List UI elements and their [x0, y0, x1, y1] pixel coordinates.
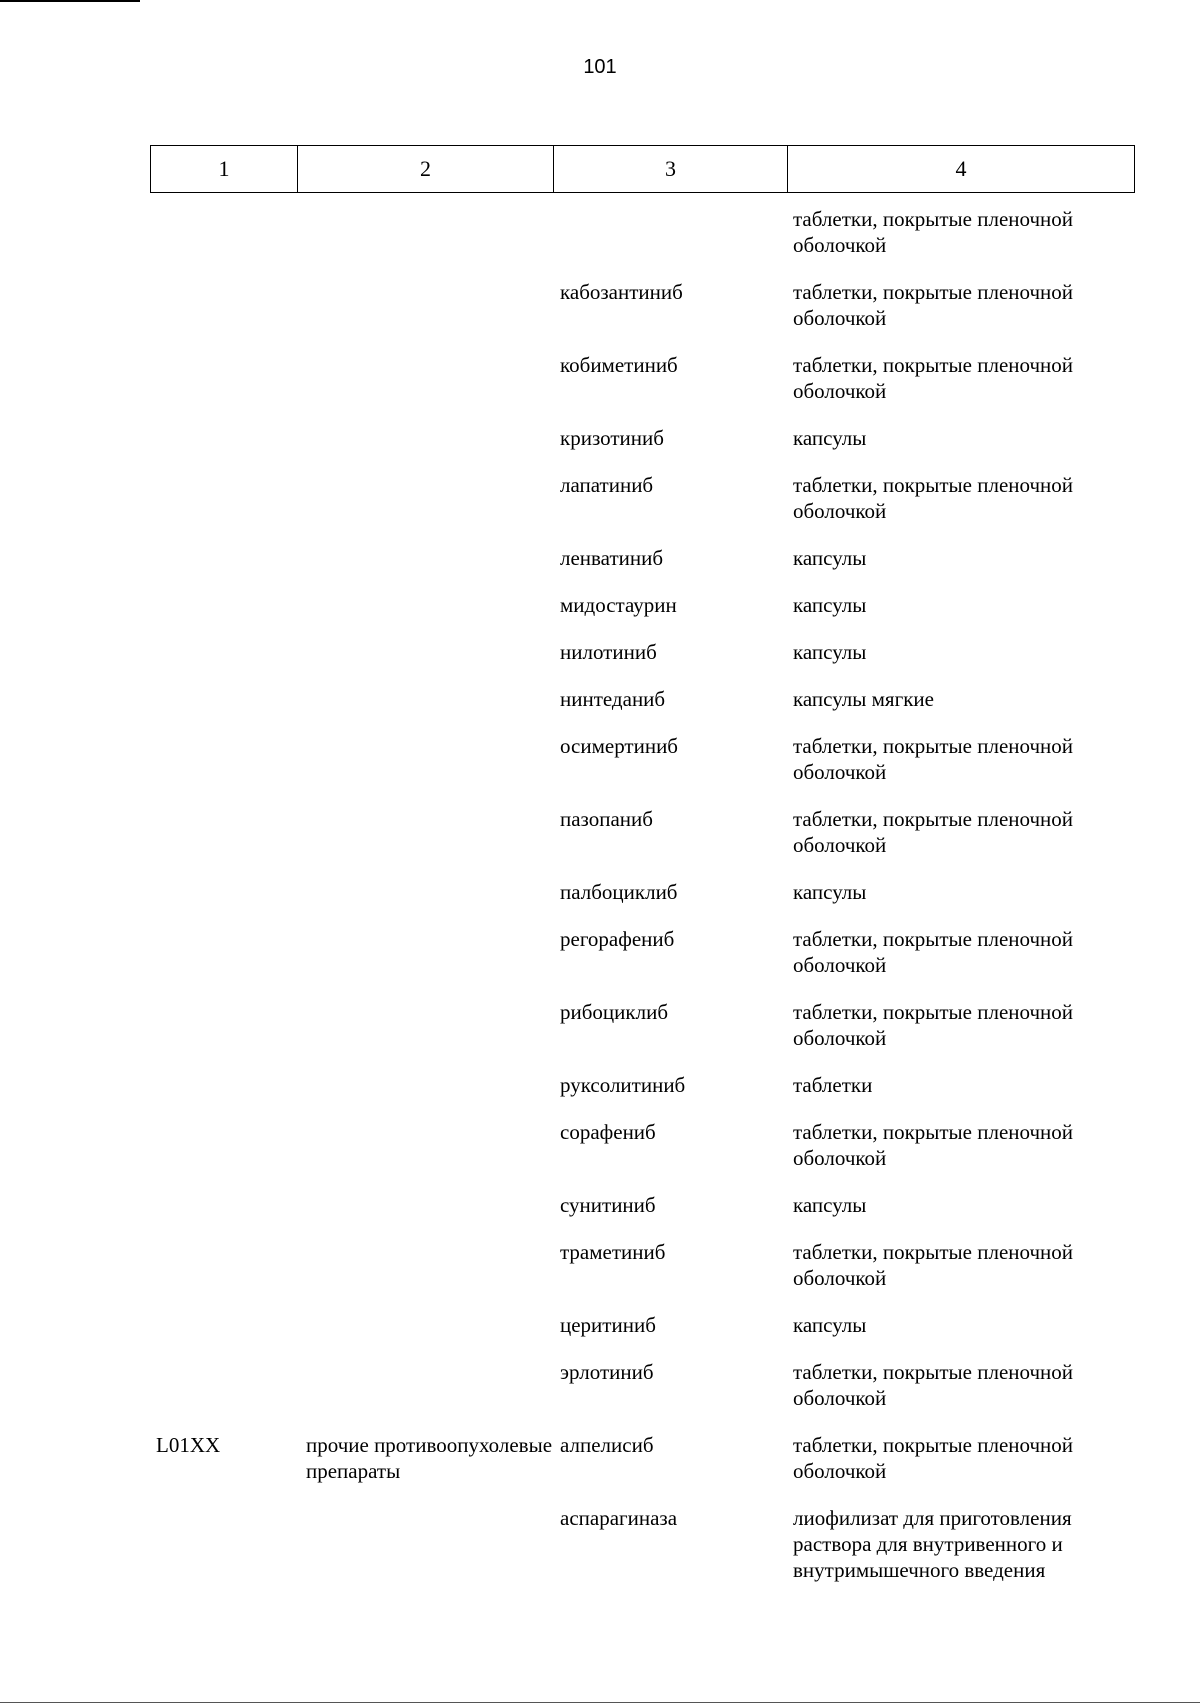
table-row — [150, 1312, 1135, 1338]
table-row — [150, 999, 1135, 1051]
table-row — [150, 926, 1135, 978]
table-row — [150, 545, 1135, 571]
dosage-form: таблетки, покрытые пленочной оболочкой — [793, 473, 1074, 523]
dosage-form: таблетки, покрытые пленочной оболочкой — [793, 1433, 1074, 1483]
drug-name: палбоциклиб — [560, 880, 678, 904]
table-row — [150, 1359, 1135, 1411]
table-header — [150, 145, 1135, 193]
table-row — [150, 279, 1135, 331]
header-col-3: 3 — [554, 146, 788, 193]
dosage-form: капсулы — [793, 1313, 867, 1337]
dosage-form: капсулы — [793, 880, 867, 904]
table-row — [150, 1192, 1135, 1218]
drug-name: нилотиниб — [560, 640, 657, 664]
table-row — [150, 686, 1135, 712]
drug-name: алпелисиб — [560, 1433, 654, 1457]
dosage-form: таблетки, покрытые пленочной оболочкой — [793, 207, 1074, 257]
drug-name: кабозантиниб — [560, 280, 683, 304]
header-col-2: 2 — [298, 146, 554, 193]
drug-name: рибоциклиб — [560, 1000, 669, 1024]
drug-name: церитиниб — [560, 1313, 656, 1337]
dosage-form: капсулы — [793, 546, 867, 570]
drug-name: траметиниб — [560, 1240, 666, 1264]
dosage-form: капсулы мягкие — [793, 687, 934, 711]
table-body — [150, 206, 1135, 1604]
table-row — [150, 639, 1135, 665]
drug-name: эрлотиниб — [560, 1360, 654, 1384]
table-row — [150, 206, 1135, 258]
scan-edge-line — [0, 0, 140, 2]
dosage-form: таблетки, покрытые пленочной оболочкой — [793, 353, 1074, 403]
table-row — [150, 472, 1135, 524]
dosage-form: таблетки — [793, 1073, 873, 1097]
dosage-form: лиофилизат для приготовления раствора для внутривенного и внутримышечного введения — [793, 1506, 1072, 1582]
drug-name: регорафениб — [560, 927, 675, 951]
header-col-4: 4 — [788, 146, 1135, 193]
drug-name: нинтеданиб — [560, 687, 666, 711]
drug-name: кобиметиниб — [560, 353, 678, 377]
table-row — [150, 1432, 1135, 1484]
table-row — [150, 879, 1135, 905]
dosage-form: капсулы — [793, 593, 867, 617]
drug-name: пазопаниб — [560, 807, 653, 831]
table-row — [150, 1505, 1135, 1583]
table-row — [150, 806, 1135, 858]
dosage-form: капсулы — [793, 640, 867, 664]
dosage-form: таблетки, покрытые пленочной оболочкой — [793, 927, 1074, 977]
table-row — [150, 352, 1135, 404]
drug-name: ленватиниб — [560, 546, 664, 570]
atc-code: L01XX — [156, 1433, 221, 1457]
page-number: 101 — [583, 56, 617, 78]
dosage-form: таблетки, покрытые пленочной оболочкой — [793, 734, 1074, 784]
group-name: прочие противоопухолевые препараты — [306, 1433, 553, 1483]
table-row — [150, 1239, 1135, 1291]
drug-name: сорафениб — [560, 1120, 656, 1144]
drug-name: аспарагиназа — [560, 1506, 678, 1530]
drug-name: кризотиниб — [560, 426, 664, 450]
dosage-form: капсулы — [793, 426, 867, 450]
scan-edge-line — [0, 1702, 1200, 1703]
table-row — [150, 592, 1135, 618]
drug-name: мидостаурин — [560, 593, 677, 617]
drug-name: сунитиниб — [560, 1193, 656, 1217]
dosage-form: таблетки, покрытые пленочной оболочкой — [793, 1360, 1074, 1410]
dosage-form: таблетки, покрытые пленочной оболочкой — [793, 807, 1074, 857]
dosage-form: таблетки, покрытые пленочной оболочкой — [793, 1240, 1074, 1290]
header-col-1: 1 — [151, 146, 298, 193]
table-row — [150, 733, 1135, 785]
dosage-form: таблетки, покрытые пленочной оболочкой — [793, 1120, 1074, 1170]
table-row — [150, 425, 1135, 451]
drug-name: лапатиниб — [560, 473, 654, 497]
dosage-form: таблетки, покрытые пленочной оболочкой — [793, 1000, 1074, 1050]
drug-name: руксолитиниб — [560, 1073, 686, 1097]
drug-name: осимертиниб — [560, 734, 678, 758]
dosage-form: капсулы — [793, 1193, 867, 1217]
dosage-form: таблетки, покрытые пленочной оболочкой — [793, 280, 1074, 330]
table-row — [150, 1119, 1135, 1171]
table-row — [150, 1072, 1135, 1098]
